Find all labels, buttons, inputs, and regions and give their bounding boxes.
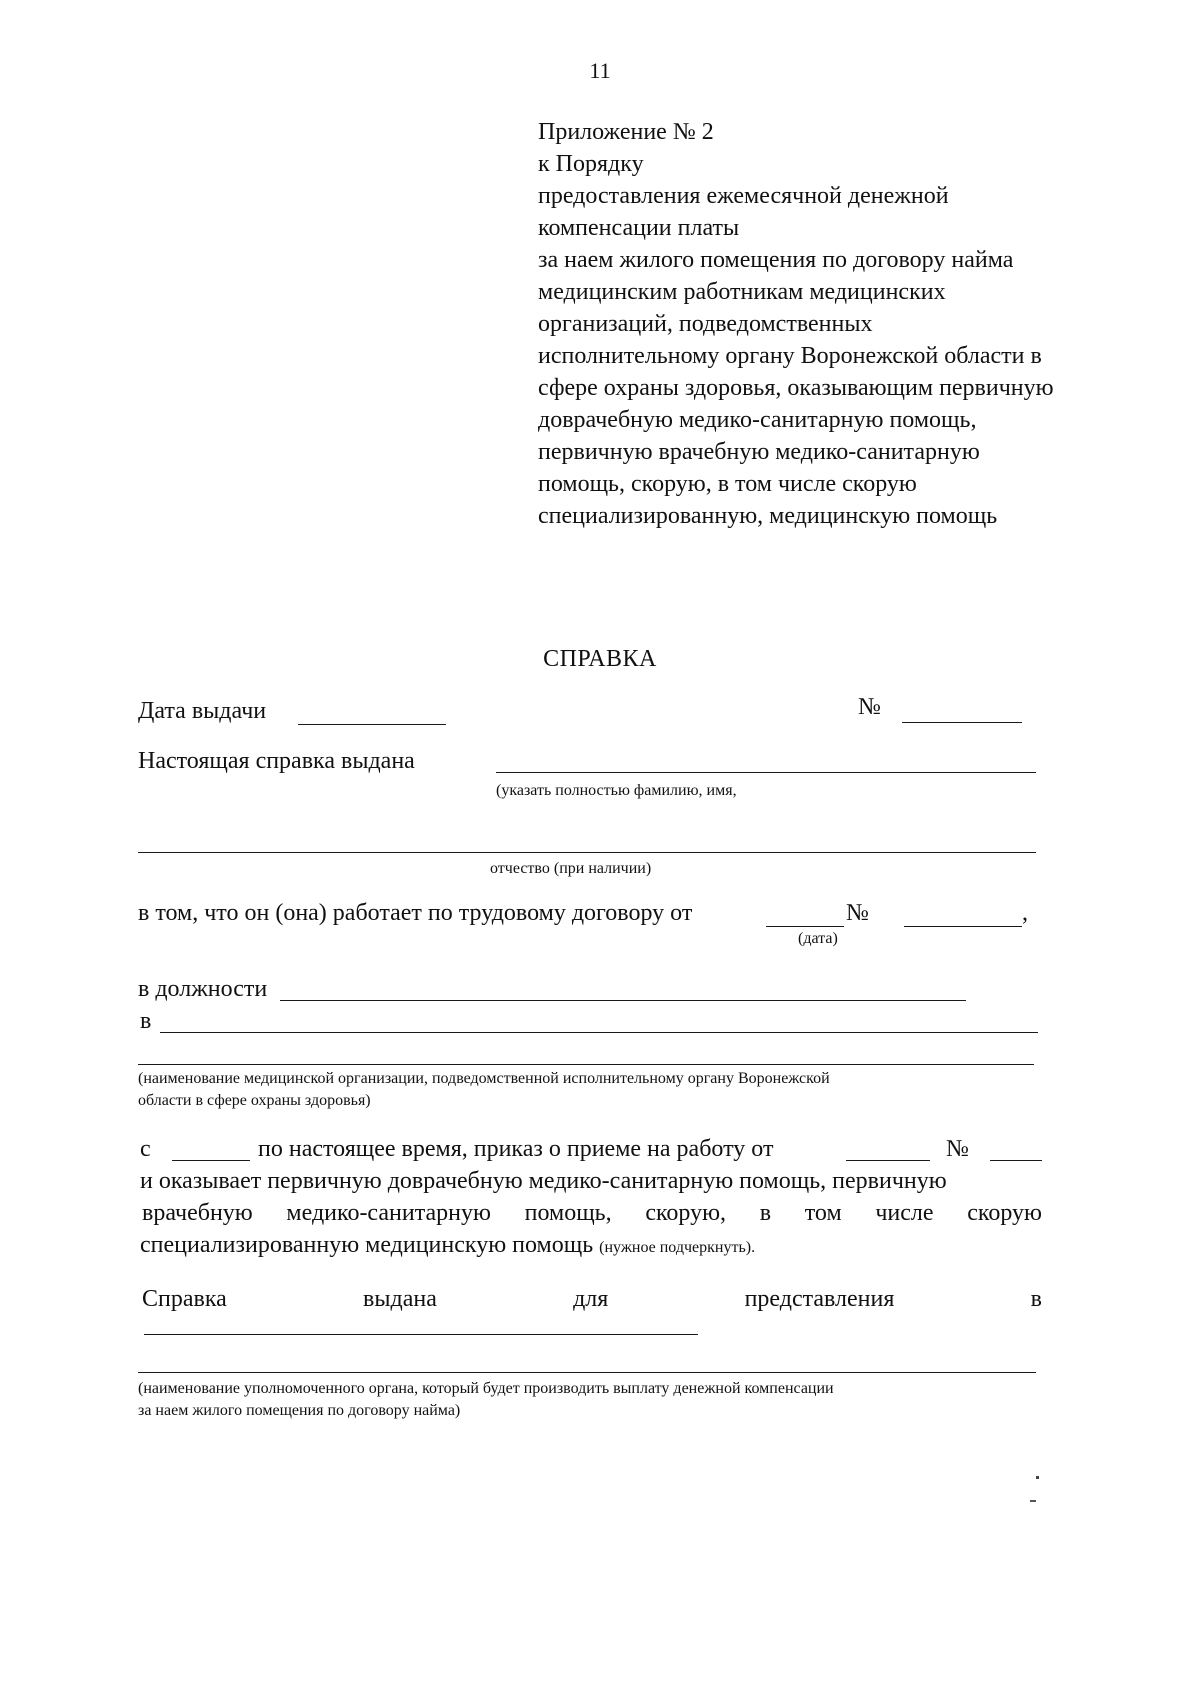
- appendix-line: предоставления ежемесячной денежной: [538, 183, 949, 209]
- issued-for-word: для: [573, 1286, 609, 1312]
- appendix-line: Приложение № 2: [538, 119, 714, 145]
- since-text: по настоящее время, приказ о приеме на работу от: [258, 1136, 774, 1162]
- appendix-line: доврачебную медико-санитарную помощь,: [538, 407, 977, 433]
- organization-field[interactable]: [160, 1032, 1038, 1033]
- full-name-field[interactable]: [496, 772, 1036, 773]
- appendix-line: исполнительному органу Воронежской области в: [538, 343, 1042, 369]
- contract-number-field[interactable]: [904, 926, 1022, 927]
- order-number-field[interactable]: [990, 1160, 1042, 1161]
- authority-field[interactable]: [144, 1334, 698, 1335]
- issued-for-word: в: [1030, 1286, 1042, 1312]
- authority-field-continued[interactable]: [138, 1372, 1036, 1373]
- issued-for-word: Справка: [142, 1286, 227, 1312]
- appendix-line: к Порядку: [538, 151, 644, 177]
- organization-hint-line: (наименование медицинской организации, подведомственной исполнительному органу Воронежской: [138, 1070, 830, 1087]
- appendix-line: медицинским работникам медицинских: [538, 279, 946, 305]
- appendix-line: организаций, подведомственных: [538, 311, 873, 337]
- authority-hint-line: за наем жилого помещения по договору найма): [138, 1402, 461, 1419]
- order-date-field[interactable]: [846, 1160, 930, 1161]
- contract-text: в том, что он (она) работает по трудовому договору от: [138, 900, 693, 926]
- care-line-2: [142, 1200, 1042, 1227]
- order-number-sign: №: [946, 1136, 969, 1162]
- comma: ,: [1022, 900, 1028, 926]
- issue-date-field[interactable]: [298, 724, 446, 725]
- contract-date-hint: (дата): [798, 930, 838, 947]
- appendix-header: [538, 116, 1054, 532]
- issue-date-label: Дата выдачи: [138, 698, 267, 724]
- patronymic-hint: отчество (при наличии): [490, 860, 652, 877]
- position-field[interactable]: [280, 1000, 966, 1001]
- appendix-line: первичную врачебную медико-санитарную: [538, 439, 980, 465]
- care-word: врачебную: [142, 1200, 253, 1226]
- care-line-1: и оказывает первичную доврачебную медико-санитарную помощь, первичную: [140, 1168, 947, 1194]
- organization-hint: [138, 1068, 830, 1112]
- issued-for-word: выдана: [363, 1286, 437, 1312]
- full-name-hint: (указать полностью фамилию, имя,: [496, 782, 737, 799]
- issued-for-word: представления: [744, 1286, 895, 1312]
- page-number: 11: [589, 58, 611, 83]
- position-label: в должности: [138, 976, 268, 1002]
- contract-number-sign: №: [846, 900, 869, 926]
- since-prefix: с: [140, 1136, 151, 1162]
- care-word: том: [804, 1200, 842, 1226]
- care-word: медико-санитарную: [286, 1200, 491, 1226]
- authority-hint-line: (наименование уполномоченного органа, который будет производить выплату денежной компенсации: [138, 1380, 834, 1397]
- organization-hint-line: области в сфере охраны здоровья): [138, 1092, 371, 1109]
- organization-field-continued[interactable]: [138, 1064, 1034, 1065]
- appendix-line: за наем жилого помещения по договору найма: [538, 247, 1014, 273]
- care-line-3-text: специализированную медицинскую помощь: [140, 1232, 594, 1258]
- patronymic-field[interactable]: [138, 852, 1036, 853]
- care-word: помощь,: [524, 1200, 612, 1226]
- scan-speck: [1030, 1500, 1036, 1502]
- certificate-number-sign: №: [858, 694, 881, 720]
- scan-speck: [1036, 1476, 1039, 1479]
- care-word: скорую: [967, 1200, 1042, 1226]
- appendix-line: компенсации платы: [538, 215, 740, 241]
- appendix-line: помощь, скорую, в том числе скорую: [538, 471, 917, 497]
- organization-in-label: в: [140, 1008, 152, 1034]
- since-date-field[interactable]: [172, 1160, 250, 1161]
- care-line-3: [140, 1232, 755, 1259]
- authority-hint: [138, 1378, 834, 1422]
- issued-to-label: Настоящая справка выдана: [138, 748, 415, 774]
- care-note: (нужное подчеркнуть).: [599, 1239, 756, 1256]
- document-title: СПРАВКА: [543, 646, 657, 672]
- care-word: числе: [875, 1200, 934, 1226]
- appendix-line: сфере охраны здоровья, оказывающим первичную: [538, 375, 1054, 401]
- care-word: в: [759, 1200, 772, 1226]
- issued-for-row: [142, 1286, 1042, 1313]
- care-word: скорую,: [645, 1200, 727, 1226]
- appendix-line: специализированную, медицинскую помощь: [538, 503, 998, 529]
- certificate-number-field[interactable]: [902, 722, 1022, 723]
- contract-date-field[interactable]: [766, 926, 844, 927]
